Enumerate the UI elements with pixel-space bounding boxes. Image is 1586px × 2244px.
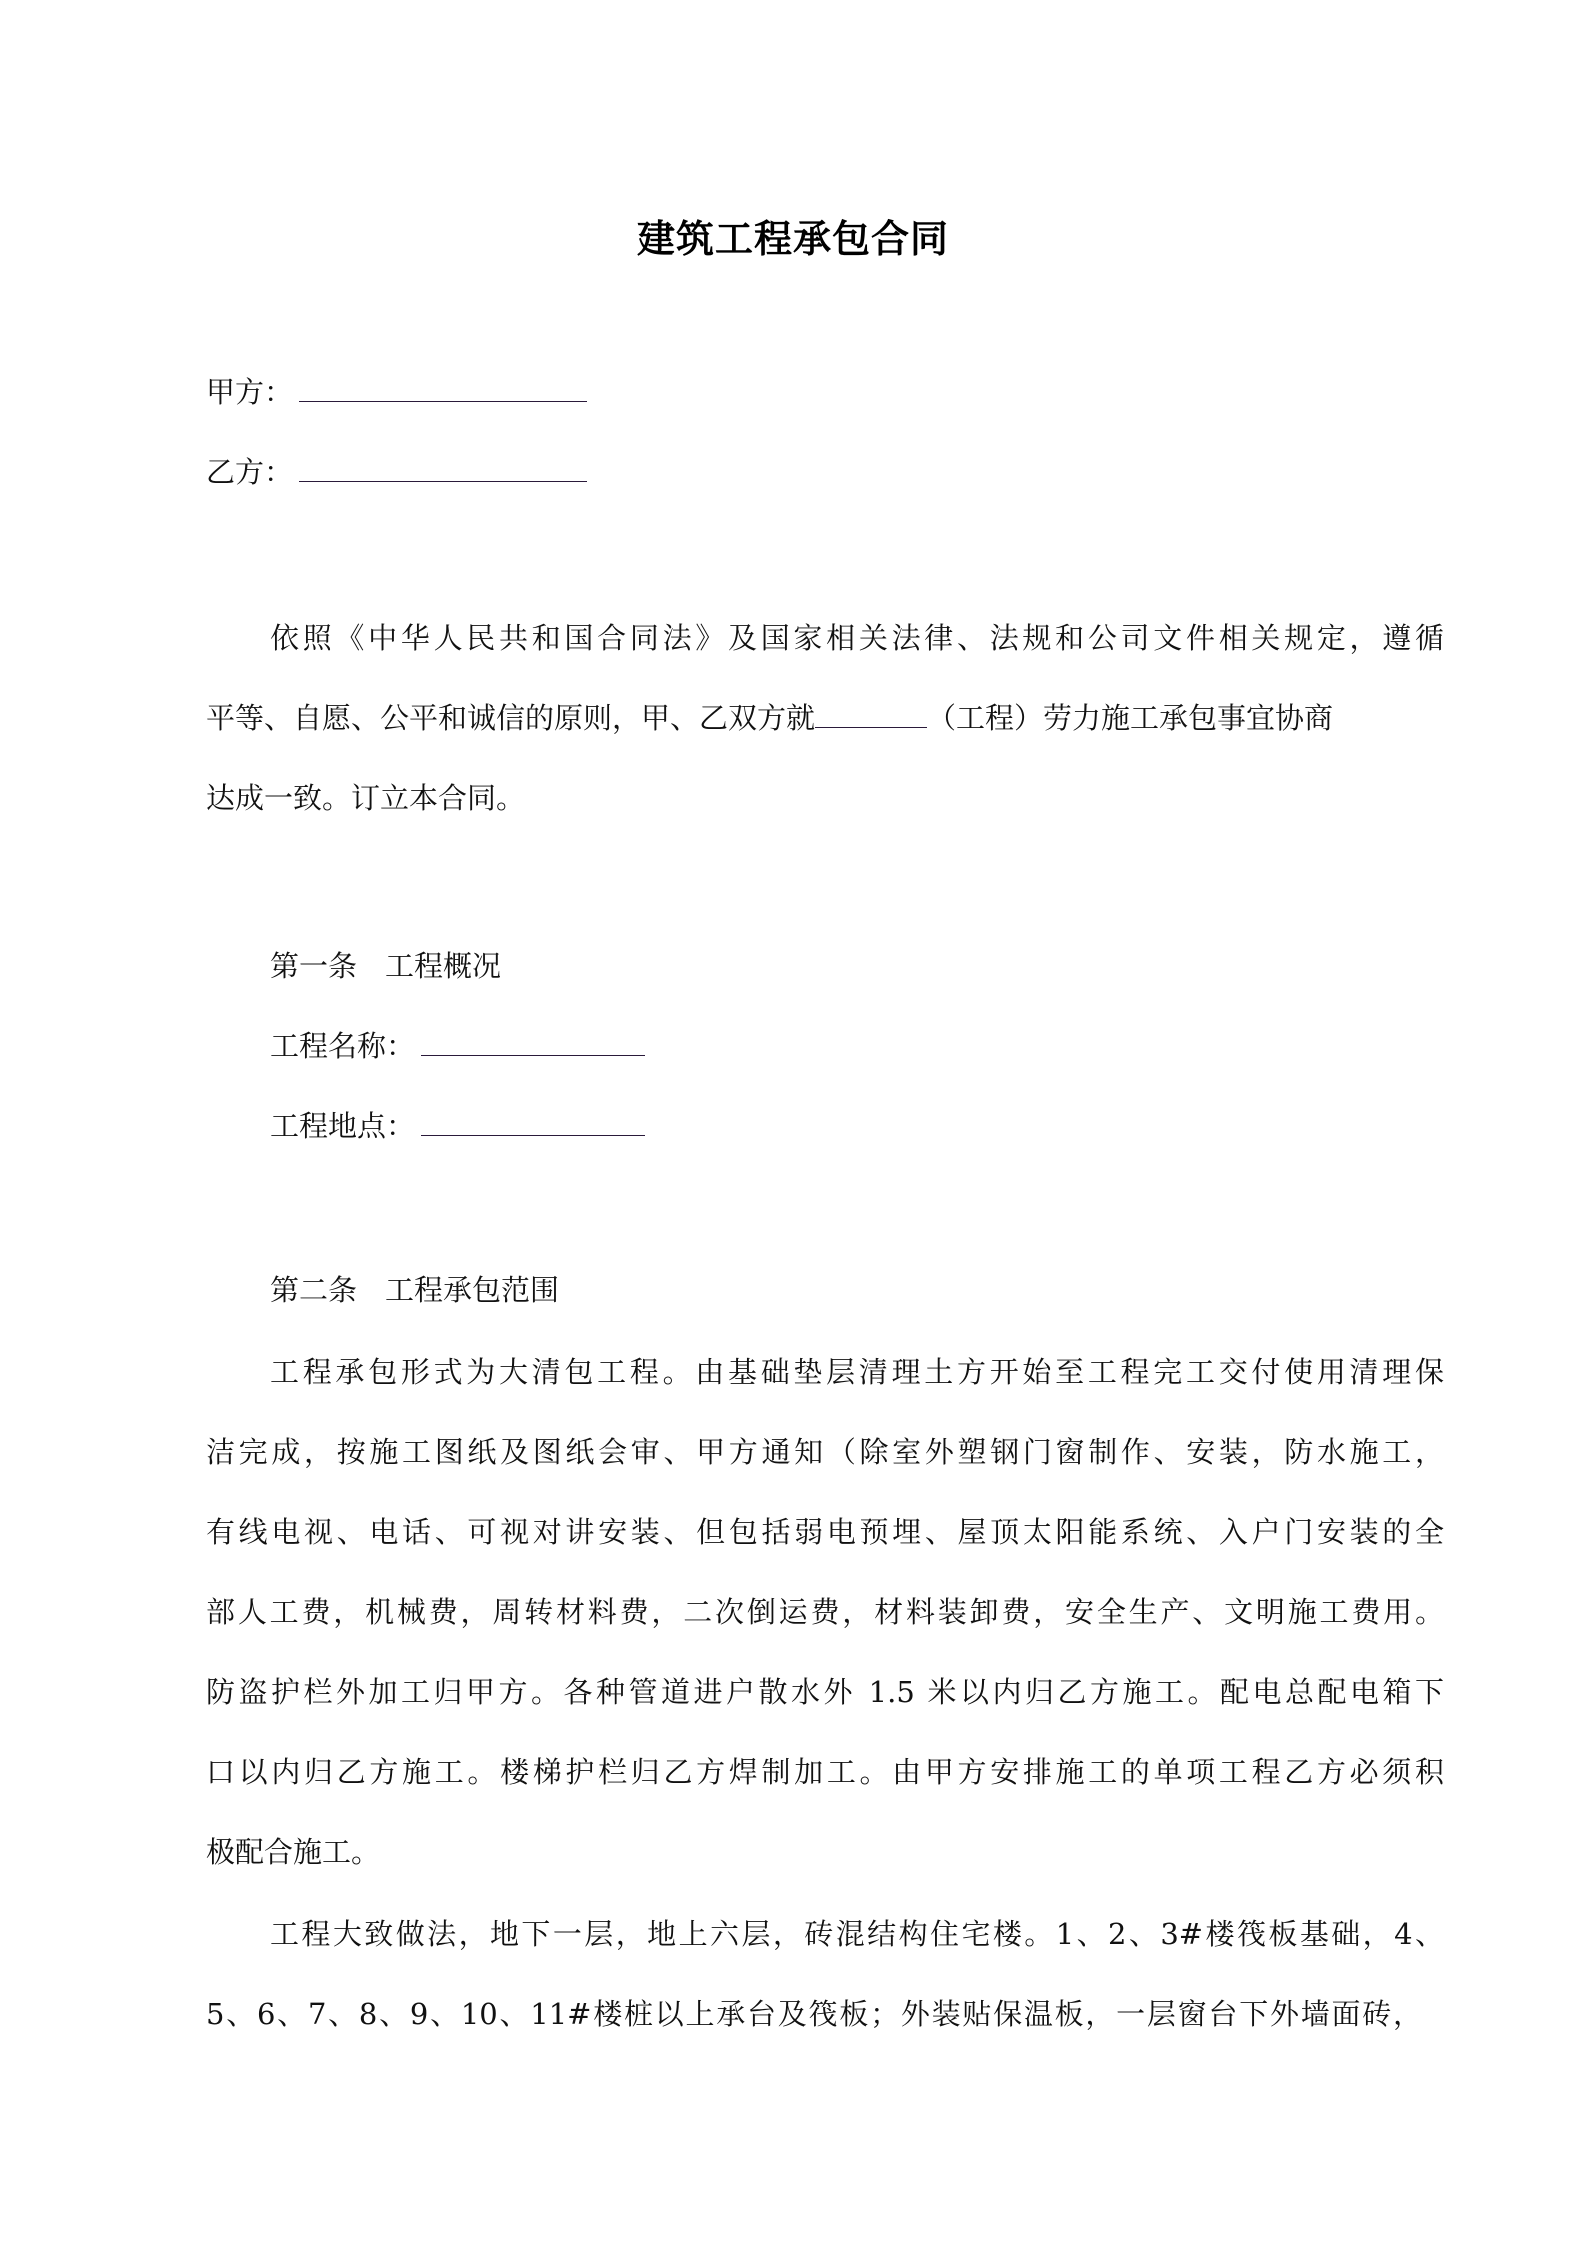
article-1-heading [270,946,501,986]
project-name-label: 工程名称： [270,1029,416,1063]
party-a-label: 甲方： [206,375,294,409]
scope-paragraph-line: 口以内归乙方施工。楼梯护栏归乙方焊制加工。由甲方安排施工的单项工程乙方必须积 [206,1755,1444,1789]
party-a-field[interactable] [299,375,587,402]
preamble-line-3: 达成一致。订立本合同。 [206,781,526,815]
party-a-row [206,372,587,412]
preamble-line-2-after: （工程）劳力施工承包事宜协商 [927,701,1334,735]
party-b-label: 乙方： [206,455,294,489]
article-2-number: 第二条 [270,1273,358,1307]
project-name-row [270,1026,645,1066]
party-b-row [206,452,587,492]
preamble-line-2-before: 平等、自愿、公平和诚信的原则，甲、乙双方就 [206,701,816,735]
project-location-label: 工程地点： [270,1109,416,1143]
method-paragraph-line: 5、6、7、8、9、10、11#楼桩以上承台及筏板；外装贴保温板，一层窗台下外墙面砖， [206,1997,1422,2031]
project-name-field[interactable] [421,1029,645,1056]
project-location-row [270,1106,645,1146]
project-location-field[interactable] [421,1109,645,1136]
scope-paragraph-line: 部人工费，机械费，周转材料费，二次倒运费，材料装卸费，安全生产、文明施工费用。 [206,1595,1444,1629]
party-b-field[interactable] [299,455,587,482]
scope-paragraph-line: 极配合施工。 [206,1835,381,1869]
scope-paragraph-line: 有线电视、电话、可视对讲安装、但包括弱电预埋、屋顶太阳能系统、入户门安装的全 [206,1515,1444,1549]
article-2-heading [270,1270,559,1310]
scope-paragraph-line: 工程承包形式为大清包工程。由基础垫层清理土方开始至工程完工交付使用清理保 [270,1355,1444,1389]
article-1-number: 第一条 [270,949,358,983]
article-2-title: 工程承包范围 [385,1273,560,1307]
project-name-inline-field[interactable] [815,701,927,728]
preamble-line-2 [206,698,1333,738]
preamble-line-1: 依照《中华人民共和国合同法》及国家相关法律、法规和公司文件相关规定，遵循 [270,621,1444,655]
scope-paragraph-line: 防盗护栏外加工归甲方。各种管道进户散水外 1.5 米以内归乙方施工。配电总配电箱下 [206,1675,1444,1709]
article-1-title: 工程概况 [385,949,502,983]
method-paragraph-line: 工程大致做法，地下一层，地上六层，砖混结构住宅楼。1、2、3#楼筏板基础，4、 [270,1917,1444,1951]
scope-paragraph-line: 洁完成，按施工图纸及图纸会审、甲方通知（除室外塑钢门窗制作、安装，防水施工， [206,1435,1444,1469]
document-title: 建筑工程承包合同 [636,217,949,261]
